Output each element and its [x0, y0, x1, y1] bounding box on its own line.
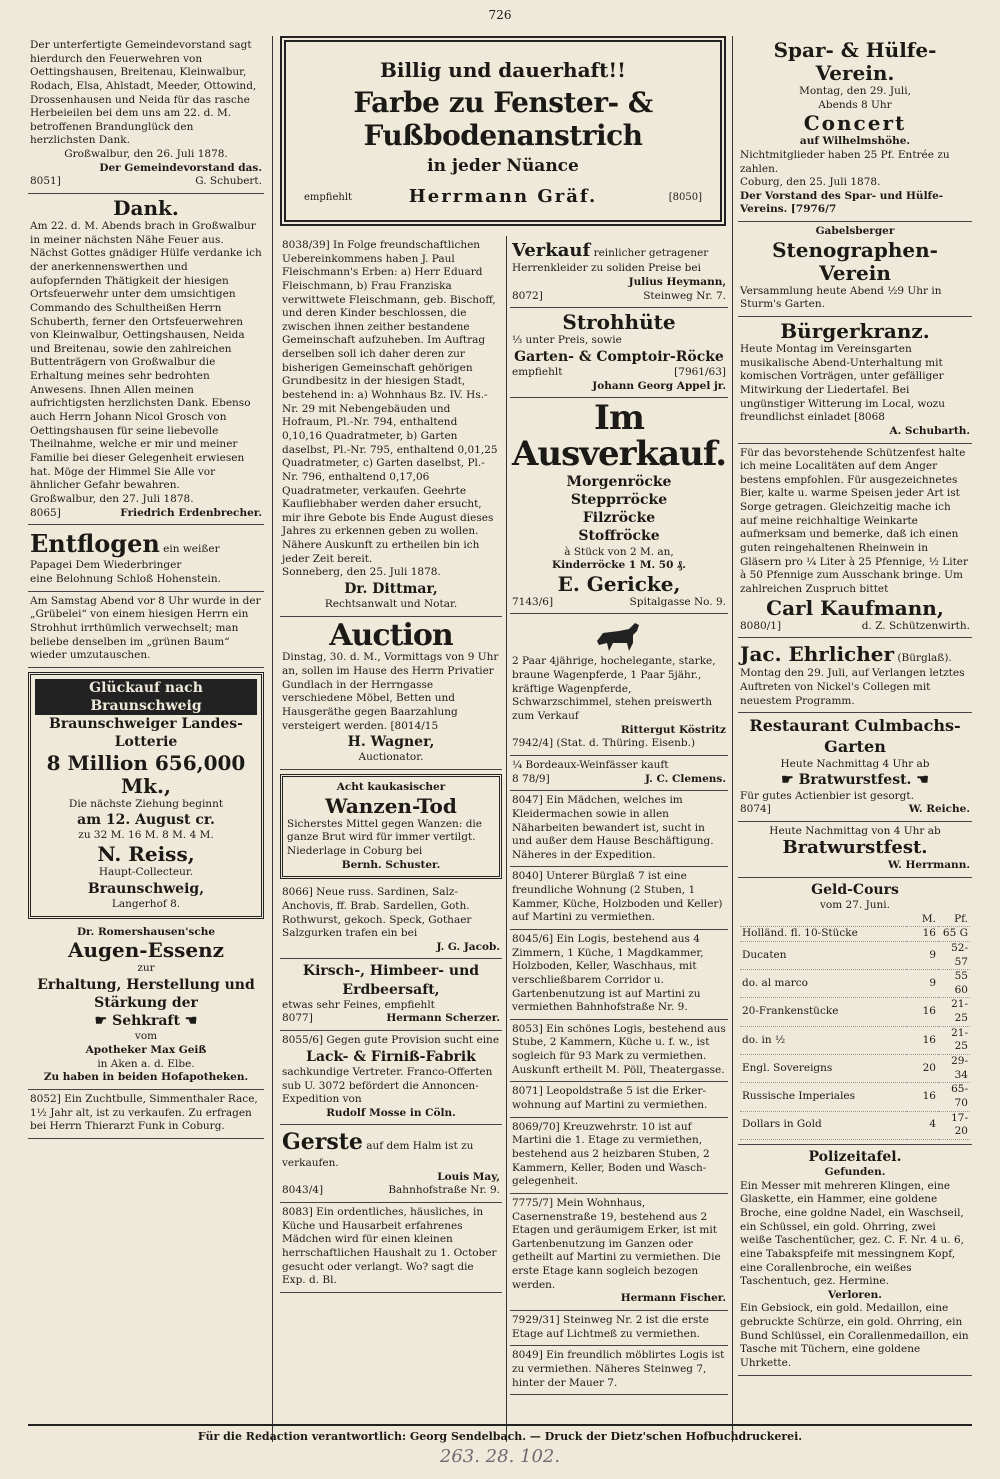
horse-icon — [589, 619, 649, 653]
column-1 — [28, 36, 264, 1442]
ad-fleischmann: 8038/39] In Folge freundschaftlichen Uebereinkommens haben J. Paul Fleischmann's Erben: a) Herr Eduard Fleischmann, b) Frau Franziska verwittwete Fleischmann, geb. Bischoff, und deren Kinder beschlossen, die zwischen ihnen zeither bestandene Gemeinschaft aufzuheben. Im Auftrag derselben soll ich daher deren zur bisherigen Gemeinschaft gehörigen Grundbesitz in der hiesigen Stadt, bestehend in: a) Wohnhaus Bz. IV. Hs.-Nr. 29 mit Nebengebäuden und Hofraum, Pl.-Nr. 794, enthaltend 0,10,16 Quadratmeter, b) Garten daselbst, Pl.-Nr. 795, enthaltend 0,01,25 Quadratmeter, c) Garten daselbst, Pl.-Nr. 796, enthaltend 0,17,06 Quadratmeter, verkaufen. Geehrte Kaufliebhaber werden daher ersucht, mir ihre Gebote bis Ende August dieses Jahres zu erkennen geben zu wollen. Nähere Auskunft zu ertheilen bin ich jeder Zeit bereit. Sonneberg, den 25. Juli 1878. Dr. Dittmar, Rechtsanwalt und Notar. — [280, 236, 502, 617]
ad-gemeindevorstand: Der unterfertigte Gemeindevorstand sagt hierdurch den Feuerwehren von Oettingshausen, Breitenau, Kleinwalbur, Rodach, Elsa, Ahlstadt, Meeder, Ottowind, Drossenhausen und Neida für das rasche Herbeieilen bei dem uns am 22. d. M. betroffenen Brandunglück den herzlichsten Dank. Großwalbur, den 26. Juli 1878. Der Gemeindevorstand das. 8051] G. Schubert. — [28, 36, 264, 194]
table-row: Ducaten 9 52-57 — [740, 941, 970, 969]
page-number: 726 — [488, 8, 512, 22]
newspaper-page — [28, 8, 972, 1442]
column-divider — [732, 36, 733, 1442]
ad-logis-schoen: 8053] Ein schönes Logis, bestehend aus Stube, 2 Kammern, Küche u. f. w., ist sogleich für 93 Mark zu vermiethen. Auskunft ertheilt M. Pöll, Theatergasse. — [510, 1020, 728, 1083]
pointing-hand-icon: ☚ — [184, 1013, 198, 1030]
ad-augen-essenz: Dr. Romershausen'sche Augen-Essenz zur Erhaltung, Herstellung und Stärkung der ☛ Sehkraft ☚ vom Apotheker Max Geiß in Aken a. d. Elbe. Zu haben in beiden Hofapotheken. — [28, 923, 264, 1090]
pointing-hand-icon: ☛ — [94, 1013, 108, 1030]
ad-buergerkranz: Bürgerkranz. Heute Montag im Vereinsgarten musikalische Abend-Unterhaltung mit komischen Vorträgen, unter gefälliger Mitwirkung der Liedertafel. Bei ungünstiger Witterung im Local, wozu freundlichst einladet [8068 A. Schubarth. — [738, 317, 972, 443]
column-divider — [272, 36, 273, 1442]
ad-pferde: 2 Paar 4jährige, hochelegante, starke, braune Wagenpferde, 1 Paar 5jähr., kräftige Wagenpferde, Schwarzschimmel, stehen preiswerth zum Verkauf Rittergut Köstritz 7942/4] (Stat. d. Thüring. Eisenb.) — [510, 614, 728, 755]
ad-culmbachs-garten: Restaurant Culmbachs-Garten Heute Nachmittag 4 Uhr ab ☛ Bratwurstfest. ☚ Für gutes Actienbier ist gesorgt. 8074] W. Reiche. — [738, 713, 972, 822]
column-divider — [506, 236, 507, 1442]
polizeitafel: Polizeitafel. Gefunden. Ein Messer mit mehreren Klingen, eine Glaskette, ein Hammer, eine goldene Broche, eine goldne Nadel, ein Waschseil, ein Schüssel, ein gold. Ohrring, zwei weiße Taschentücher, gez. C. F. Nr. 4 u. 6, eine Tabakspfeife mit messingnem Kopf, eine Corallenbroche, ein weißes Taschentuch, gez. Hermine. Verloren. Ein Gebsiock, ein gold. Medaillon, eine gebruckte Schürze, ein gold. Ohrring, ein Bund Schlüssel, ein Corallenmedaillon, ein Tasche mit Tüchern, eine goldene Uhrkette. — [738, 1145, 972, 1376]
ad-wohnung-buerglass: 8040] Unterer Bürglaß 7 ist eine freundliche Wohnung (2 Stuben, 1 Kammer, Küche, Holzboden und Keller) auf Martini zu vermiethen. — [510, 867, 728, 930]
ad-entflogen: Entflogen ein weißer Papagei Dem Wiederbringer eine Belohnung Schloß Hohenstein. — [28, 525, 264, 591]
ad-wohnhaus: 7775/7] Mein Wohnhaus, Casernenstraße 19, bestehend aus 2 Etagen und geräumigem Erker, ist mit Gartenbenutzung im Ganzen oder getheilt auf Martini zu vermiethen. Die erste Etage kann sogleich bezogen werden. Hermann Fischer. — [510, 1194, 728, 1311]
ad-moebl-logis: 8049] Ein freundlich möblirtes Logis ist zu vermiethen. Näheres Steinweg 7, hinter der Mauer 7. — [510, 1346, 728, 1395]
ad-gerste: Gerste auf dem Halm ist zu verkaufen. Louis May, 8043/4] Bahnhofstraße Nr. 9. — [280, 1125, 502, 1203]
ad-naeherin: 8047] Ein Mädchen, welches im Kleidermachen sowie in allen Näharbeiten bewandert ist, sucht in und außer dem Hause Beschäftigung. Näheres in der Expedition. — [510, 791, 728, 867]
ad-kaufmann: Für das bevorstehende Schützenfest halte ich meine Localitäten auf dem Anger bestens empfohlen. Für ausgezeichnetes Bier, kalte u. warme Speisen jeder Art ist Sorge getragen. Gleichzeitig mache ich auf meine reichhaltige Weinkarte aufmerksam und bemerke, daß ich einen guten reingehaltenen Rheinwein in Gläsern pro ¼ Liter à 25 Pfennige, ½ Liter à 50 Pfennige zum Ausschank bringe. Um zahlreichen Zuspruch bittet Carl Kaufmann, 8080/1] d. Z. Schützenwirth. — [738, 444, 972, 639]
table-row: Russische Imperiales 16 65-70 — [740, 1083, 970, 1111]
ad-dank: Dank. Am 22. d. M. Abends brach in Großwalbur in meiner nächsten Nähe Feuer aus. Nächst Gottes gnädiger Hülfe verdanke ich der anerkennenswerthen und aufopfernden Thätigkeit der hiesigen Ortsfeuerwehr unter dem umsichtigen Commando des Schultheißen Herrn Schuberth, ferner den Ortsfeuerwehren von Kleinwalbur, Oettingshausen, Neida und Breitenau, sowie den zahlreichen Buttenträgern von Großwalbur die Erhaltung meines sehr bedrohten Anwesens. Ihnen Allen meinen aufrichtigsten herzlichsten Dank. Ebenso auch Herrn Johann Nicol Grosch von Oettingshausen für seine liebevolle Theilnahme, welche er mir und meiner Familie bei dieser Gelegenheit erwiesen hat. Möge der Himmel Sie Alle vor ähnlicher Gefahr bewahren. Großwalbur, den 27. Juli 1878. 8065] Friedrich Erdenbrecher. — [28, 194, 264, 525]
table-row: Holländ. fl. 10-Stücke 16 65 G — [740, 927, 970, 942]
column-3 — [510, 236, 728, 1442]
table-row: Engl. Sovereigns 20 29-34 — [740, 1055, 970, 1083]
ad-kreuzwehrstr: 8069/70] Kreuzwehrstr. 10 ist auf Martini die 1. Etage zu vermiethen, bestehend aus 2 heizbaren Stuben, 2 Kammern, Keller, Boden und Wasch-gelegenheit. — [510, 1118, 728, 1194]
footer-imprint: Für die Redaction verantwortlich: Georg Sendelbach. — Druck der Dietz'schen Hofbuchdruckerei. — [28, 1424, 972, 1443]
ad-herrmann-bratwurst: Heute Nachmittag von 4 Uhr ab Bratwurstfest. W. Herrmann. — [738, 822, 972, 878]
pencil-annotation: 263. 28. 102. — [439, 1446, 561, 1467]
ad-stenographen: Gabelsberger Stenographen-Verein Versammlung heute Abend ½9 Uhr in Sturm's Garten. — [738, 222, 972, 317]
ad-leopoldstrasse: 8071] Leopoldstraße 5 ist die Erker-wohnung auf Martini zu vermiethen. — [510, 1082, 728, 1117]
ad-title: Dank. — [113, 196, 179, 221]
ad-strohhut: Am Samstag Abend vor 8 Uhr wurde in der „Grübelei“ von einem hiesigen Herrn ein Strohhut irrthümlich verwechselt; man beliebe denselben im „grünen Baum“ wieder umzutauschen. — [28, 592, 264, 668]
table-row: Dollars in Gold 4 17-20 — [740, 1111, 970, 1139]
ad-verkauf: Verkauf reinlicher getragener Herrenkleider zu soliden Preise bei Julius Heymann, 8072] Steinweg Nr. 7. — [510, 236, 728, 308]
ad-logis-bahnhof: 8045/6] Ein Logis, bestehend aus 4 Zimmern, 1 Küche, 1 Magdkammer, Holzboden, Keller, Waschhaus, mit verschließbarem Corridor u. Gartenbenutzung ist auf Martini zu vermiethen Bahnhofstraße Nr. 9. — [510, 930, 728, 1020]
column-2 — [280, 236, 502, 1442]
ad-zuchtbulle: 8052] Ein Zuchtbulle, Simmenthaler Race, 1½ Jahr alt, ist zu verkaufen. Zu erfragen bei Herrn Thierarzt Funk in Coburg. — [28, 1090, 264, 1139]
ad-strohhuete: Strohhüte ⅓ unter Preis, sowie Garten- & Comptoir-Röcke empfiehlt [7961/63] Johann Georg Appel jr. — [510, 308, 728, 398]
banner-ad-farbe: Billig und dauerhaft!! Farbe zu Fenster- & Fußbodenanstrich in jeder Nüance Herrmann Gräf. empfiehlt [8050] — [280, 36, 726, 226]
table-row: 20-Frankenstücke 16 21-25 — [740, 998, 970, 1026]
table-row: do. al marco 9 55 60 — [740, 970, 970, 998]
pointing-hand-icon: ☚ — [916, 772, 929, 789]
ad-ehrlicher: Jac. Ehrlicher (Bürglaß). Montag den 29. Juli, auf Verlangen letztes Auftreten von Nickel's Collegen mit neuestem Programm. — [738, 638, 972, 713]
column-4 — [738, 36, 972, 1442]
pointing-hand-icon: ☛ — [781, 772, 794, 789]
table-row: do. in ½ 16 21-25 — [740, 1026, 970, 1054]
ad-auction: Auction Dinstag, 30. d. M., Vormittags von 9 Uhr an, sollen im Hause des Herrn Privatier Gundlach in der Herrngasse verschiedene Möbel, Betten und Hausgeräthe gegen Baarzahlung versteigert werden. [8014/15 H. Wagner, Auctionator. — [280, 617, 502, 770]
ad-lack-fabrik: 8055/6] Gegen gute Provision sucht eine Lack- & Firniß-Fabrik sachkundige Vertreter. Franco-Offerten sub U. 3072 befördert die Annoncen-Expedition von Rudolf Mosse in Cöln. — [280, 1031, 502, 1125]
ad-weinfaesser: ¼ Bordeaux-Weinfässer kauft 8 78/9] J. C. Clemens. — [510, 756, 728, 791]
ad-ausverkauf: Im Ausverkauf. Morgenröcke Stepprröcke Filzröcke Stoffröcke à Stück von 2 M. an, Kinderröcke 1 M. 50 ₰. E. Gericke, 7143/6] Spitalgasse No. 9. — [510, 398, 728, 614]
ad-steinweg-etage: 7929/31] Steinweg Nr. 2 ist die erste Etage auf Lichtmeß zu vermiethen. — [510, 1311, 728, 1346]
ad-maedchen: 8083] Ein ordentliches, häusliches, in Küche und Hausarbeit erfahrenes Mädchen wird für einen kleinen herrschaftlichen Haushalt zu 1. October gesucht oder verlangt. Wo? sagt die Exp. d. Bl. — [280, 1203, 502, 1293]
geld-cours: Geld-Cours vom 27. Juni. M. Pf. Holländ. fl. 10-Stücke 16 65 G Ducaten 9 52-57 do. al marco 9 55 60 20-Frankenstücke 16 21-25 do. in ½ 16 21-25 Engl. Sovereigns 20 29-34 Russische Imperiales 16 65-70 Dollars in Gold 4 17-20 — [738, 878, 972, 1145]
ad-spar-verein: Spar- & Hülfe-Verein. Montag, den 29. Juli, Abends 8 Uhr Concert auf Wilhelmshöhe. Nichtmitglieder haben 25 Pf. Entrée zu zahlen. Coburg, den 25. Juli 1878. Der Vorstand des Spar- und Hülfe-Vereins. [7976/7 — [738, 36, 972, 222]
ad-lotterie: Glückauf nach Braunschweig Braunschweiger Landes-Lotterie 8 Million 656,000 Mk., Die nächste Ziehung beginnt am 12. August cr. zu 32 M. 16 M. 8 M. 4 M. N. Reiss, Haupt-Collecteur. Braunschweig, Langerhof 8. — [28, 672, 264, 919]
ad-sardinen: 8066] Neue russ. Sardinen, Salz-Anchovis, ff. Brab. Sardellen, Goth. Rothwurst, gekoch. Speck, Gothaer Salzgurken trafen ein bei J. G. Jacob. — [280, 883, 502, 959]
ad-wanzen-tod: Acht kaukasischer Wanzen-Tod Sicherstes Mittel gegen Wanzen: die ganze Brut wird für immer vertilgt. Niederlage in Coburg bei Bernh. Schuster. — [280, 774, 502, 879]
exchange-rate-table: M. Pf. Holländ. fl. 10-Stücke 16 65 G Ducaten 9 52-57 do. al marco 9 55 60 20-Frankenstücke 16 21-25 do. in ½ 16 21-25 Engl. Sovereigns 20 29-34 Russische Imperiales 16 65-70 Dollars in Gold 4 17-20 — [740, 913, 970, 1140]
ad-saft: Kirsch-, Himbeer- und Erdbeersaft, etwas sehr Feines, empfiehlt 8077] Hermann Scherzer. — [280, 959, 502, 1031]
